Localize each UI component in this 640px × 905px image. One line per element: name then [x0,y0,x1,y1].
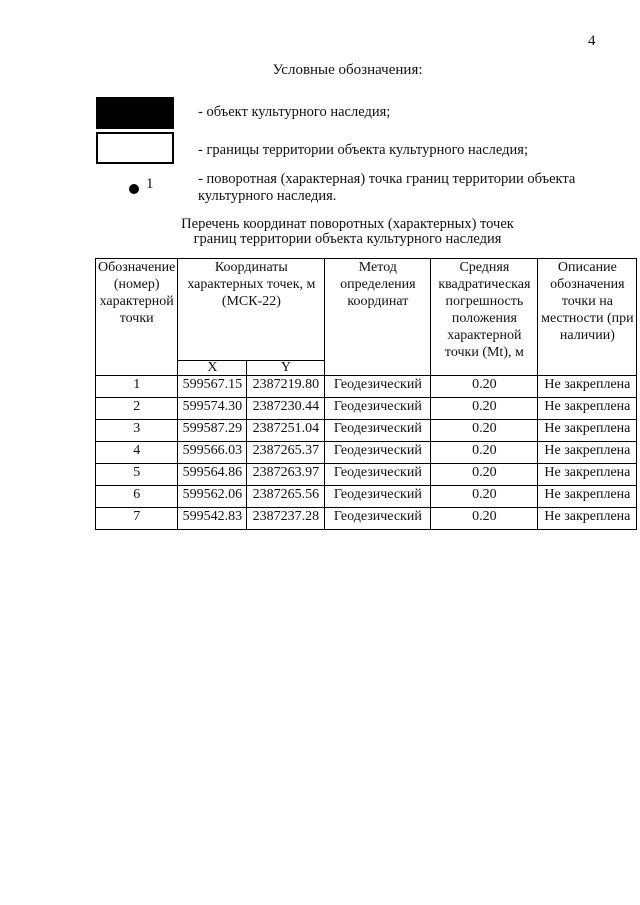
cell-description: Не закреплена [538,508,637,530]
header-point-number: Обозначение (номер) характерной точки [96,259,178,376]
page-number: 4 [588,33,596,49]
header-method: Метод определения координат [325,259,431,376]
cell-error: 0.20 [431,442,538,464]
cell-method: Геодезический [325,376,431,398]
cell-x: 599574.30 [178,398,247,420]
cell-method: Геодезический [325,420,431,442]
cell-error: 0.20 [431,464,538,486]
cell-point-number: 5 [96,464,178,486]
cell-point-number: 2 [96,398,178,420]
cell-y: 2387263.97 [247,464,325,486]
cell-description: Не закреплена [538,486,637,508]
cell-method: Геодезический [325,464,431,486]
table-row [96,398,637,420]
table-row [96,508,637,530]
table-row [96,376,637,398]
cell-method: Геодезический [325,508,431,530]
header-description: Описание обозначения точки на местности (при наличии) [538,259,637,376]
cell-point-number: 4 [96,442,178,464]
coordinates-table [95,258,637,530]
cell-description: Не закреплена [538,420,637,442]
table-title-line-1: Перечень координат поворотных (характерных) точек [181,216,514,232]
legend-title: Условные обозначения: [272,62,423,78]
cell-description: Не закреплена [538,442,637,464]
cell-description: Не закреплена [538,376,637,398]
cell-error: 0.20 [431,376,538,398]
cell-y: 2387251.04 [247,420,325,442]
cell-method: Геодезический [325,442,431,464]
header-coordinates: Координаты характерных точек, м (МСК-22) [178,259,325,361]
cell-point-number: 7 [96,508,178,530]
table-row [96,420,637,442]
cell-x: 599567.15 [178,376,247,398]
cell-x: 599564.86 [178,464,247,486]
cell-error: 0.20 [431,508,538,530]
header-error: Средняя квадратическая погрешность положения характерной точки (Mt), м [431,259,538,376]
cell-point-number: 6 [96,486,178,508]
legend-text-turning-point: - поворотная (характерная) точка границ территории объекта культурного наследия. [198,171,576,204]
table-title-line-2: границ территории объекта культурного наследия [193,231,502,247]
cell-error: 0.20 [431,420,538,442]
cell-point-number: 3 [96,420,178,442]
cell-y: 2387265.56 [247,486,325,508]
cell-y: 2387219.80 [247,376,325,398]
cell-y: 2387265.37 [247,442,325,464]
filled-black-rectangle-icon [96,97,174,129]
table-body [96,376,637,530]
legend-text-heritage-object: - объект культурного наследия; [198,104,391,120]
table-row [96,442,637,464]
cell-description: Не закреплена [538,398,637,420]
table-title [0,217,640,247]
table-header [96,259,637,376]
cell-point-number: 1 [96,376,178,398]
cell-x: 599587.29 [178,420,247,442]
header-y: Y [247,361,325,376]
point-marker-label: 1 [146,176,154,192]
cell-description: Не закреплена [538,464,637,486]
cell-error: 0.20 [431,486,538,508]
header-x: X [178,361,247,376]
point-marker-icon [129,184,139,194]
cell-y: 2387230.44 [247,398,325,420]
cell-x: 599562.06 [178,486,247,508]
cell-method: Геодезический [325,486,431,508]
cell-error: 0.20 [431,398,538,420]
legend-text-territory-boundary: - границы территории объекта культурного наследия; [198,142,528,158]
cell-x: 599566.03 [178,442,247,464]
outlined-rectangle-icon [96,132,174,164]
cell-method: Геодезический [325,398,431,420]
cell-y: 2387237.28 [247,508,325,530]
table-row [96,486,637,508]
table-row [96,464,637,486]
cell-x: 599542.83 [178,508,247,530]
